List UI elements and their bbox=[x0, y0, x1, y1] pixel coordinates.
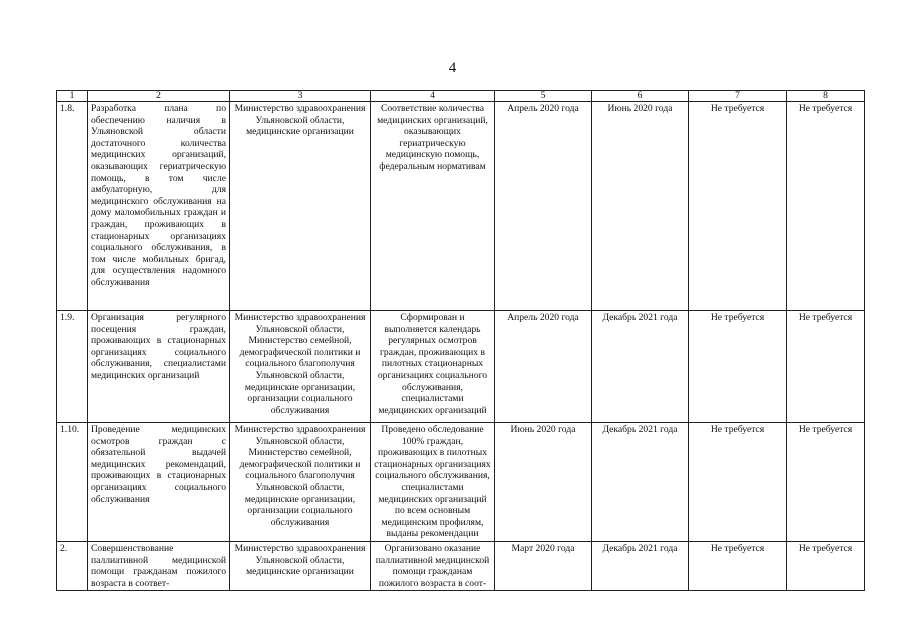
end-date: Декабрь 2021 года bbox=[592, 311, 689, 423]
table-row bbox=[57, 102, 865, 311]
executors: Министерство здравоохранения Ульяновской области, медицинские организации bbox=[230, 541, 371, 590]
funding-col8: Не требуется bbox=[787, 102, 865, 311]
executors: Министерство здравоохранения Ульяновской области, Министерство семейной, демографической политики и социального благополучия Ульяновской области, медицинские организации, организации социального обслуживания bbox=[230, 423, 371, 542]
page-number: 4 bbox=[448, 60, 457, 76]
measure-name: Проведение медицинских осмотров граждан с обязательной выдачей медицинских рекомендаций, проживающих в стационарных организациях социального обслуживания bbox=[88, 423, 230, 542]
expected-result: Соответствие количества медицинских организаций, оказывающих гериатрическую медицинскую помощь, федеральным нормативам bbox=[371, 102, 495, 311]
expected-result: Организовано оказание паллиативной медицинской помощи гражданам пожилого возраста в соот- bbox=[371, 541, 495, 590]
start-date: Июнь 2020 года bbox=[495, 423, 592, 542]
table-row bbox=[57, 423, 865, 542]
measure-name: Разработка плана по обеспечению наличия в Ульяновской области достаточного количества медицинских организаций, оказывающих гериатрическую помощь, в том числе амбулаторную, для медицинского обслуживания на дому маломобильных граждан и граждан, проживающих в стационарных организациях социального обслуживания, в том числе мобильных бригад, для осуществления надомного обслуживания bbox=[88, 102, 230, 311]
executors: Министерство здравоохранения Ульяновской области, медицинские организации bbox=[230, 102, 371, 311]
row-number: 1.9. bbox=[57, 311, 88, 423]
table-row bbox=[57, 311, 865, 423]
funding-col7: Не требуется bbox=[689, 102, 787, 311]
measures-table bbox=[56, 90, 865, 591]
header-row bbox=[57, 91, 865, 102]
measure-name: Совершенствование паллиативной медицинской помощи гражданам пожилого возраста в соответ- bbox=[88, 541, 230, 590]
col-header-4: 4 bbox=[371, 91, 495, 102]
end-date: Июнь 2020 года bbox=[592, 102, 689, 311]
funding-col8: Не требуется bbox=[787, 423, 865, 542]
col-header-7: 7 bbox=[689, 91, 787, 102]
end-date: Декабрь 2021 года bbox=[592, 423, 689, 542]
table-row bbox=[57, 541, 865, 590]
executors: Министерство здравоохранения Ульяновской области, Министерство семейной, демографической политики и социального благополучия Ульяновской области, медицинские организации, организации социального обслуживания bbox=[230, 311, 371, 423]
expected-result: Сформирован и выполняется календарь регулярных осмотров граждан, проживающих в пилотных стационарных организациях социального обслуживания, специалистами медицинских организаций bbox=[371, 311, 495, 423]
col-header-2: 2 bbox=[88, 91, 230, 102]
start-date: Апрель 2020 года bbox=[495, 311, 592, 423]
funding-col8: Не требуется bbox=[787, 311, 865, 423]
row-number: 1.10. bbox=[57, 423, 88, 542]
row-number: 1.8. bbox=[57, 102, 88, 311]
col-header-1: 1 bbox=[57, 91, 88, 102]
funding-col7: Не требуется bbox=[689, 541, 787, 590]
start-date: Апрель 2020 года bbox=[495, 102, 592, 311]
col-header-5: 5 bbox=[495, 91, 592, 102]
measure-name: Организация регулярного посещения граждан, проживающих в стационарных организациях социального обслуживания, специалистами медицинских организаций bbox=[88, 311, 230, 423]
row-number: 2. bbox=[57, 541, 88, 590]
funding-col8: Не требуется bbox=[787, 541, 865, 590]
col-header-8: 8 bbox=[787, 91, 865, 102]
col-header-3: 3 bbox=[230, 91, 371, 102]
funding-col7: Не требуется bbox=[689, 311, 787, 423]
start-date: Март 2020 года bbox=[495, 541, 592, 590]
expected-result: Проведено обследование 100% граждан, проживающих в пилотных стационарных организациях социального обслуживания, специалистами медицинских организаций по всем основным медицинским профилям, выданы рекомендации bbox=[371, 423, 495, 542]
end-date: Декабрь 2021 года bbox=[592, 541, 689, 590]
col-header-6: 6 bbox=[592, 91, 689, 102]
funding-col7: Не требуется bbox=[689, 423, 787, 542]
